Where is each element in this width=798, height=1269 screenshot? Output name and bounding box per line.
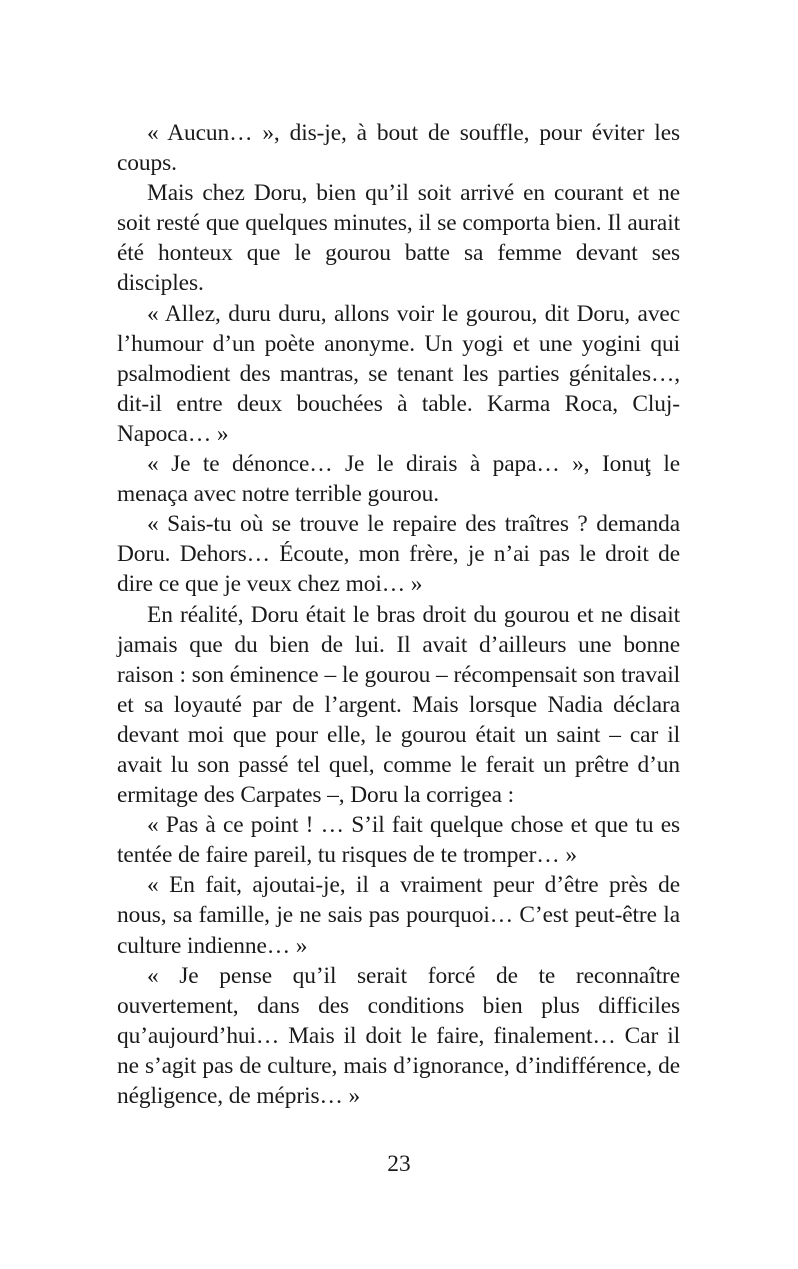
paragraph: « Je te dénonce… Je le dirais à papa… », Ionuţ le menaça avec notre terrible gourou. [117,451,680,508]
paragraph: « Je pense qu’il serait forcé de te reconnaître ouvertement, dans des conditions bien plus difficiles qu’aujourd’hui… Mais il doit le faire, finalement… Car il ne s’agit pas de culture, mais d’ignorance, d’indifférence, de négligence, de mépris… » [117,962,680,1109]
paragraph: « Allez, duru duru, allons voir le gourou, dit Doru, avec l’humour d’un poète anonyme. Un yogi et une yogini qui psalmodient des mantras, se tenant les parties génitales…, dit-il entre deux bouchées à table. Karma Roca, Cluj-Napoca… » [117,300,680,447]
paragraph: Mais chez Doru, bien qu’il soit arrivé en courant et ne soit resté que quelques minutes, il se comporta bien. Il aurait été honteux que le gourou batte sa femme devant ses disciples. [117,180,680,297]
paragraph: « Aucun… », dis-je, à bout de souffle, pour éviter les coups. [117,120,680,177]
paragraph: « Pas à ce point ! … S’il fait quelque chose et que tu es tentée de faire pareil, tu risques de te tromper… » [117,812,680,869]
page-number: 23 [387,1151,411,1177]
paragraph: En réalité, Doru était le bras droit du gourou et ne disait jamais que du bien de lui. Il avait d’ailleurs une bonne raison : son éminence – le gourou – récompensait son travail et sa loyauté par de l’argent. Mais lorsque Nadia déclara devant moi que pour elle, le gourou était un saint – car il avait lu son passé tel quel, comme le ferait un prêtre d’un ermitage des Carpates –, Doru la corrigea : [117,601,680,809]
paragraph: « En fait, ajoutai-je, il a vraiment peur d’être près de nous, sa famille, je ne sais pas pourquoi… C’est peut-être la culture indienne… » [117,872,680,959]
body-text [117,118,680,1111]
paragraph: « Sais-tu où se trouve le repaire des traîtres ? demanda Doru. Dehors… Écoute, mon frère, je n’ai pas le droit de dire ce que je veux chez moi… » [117,511,680,598]
